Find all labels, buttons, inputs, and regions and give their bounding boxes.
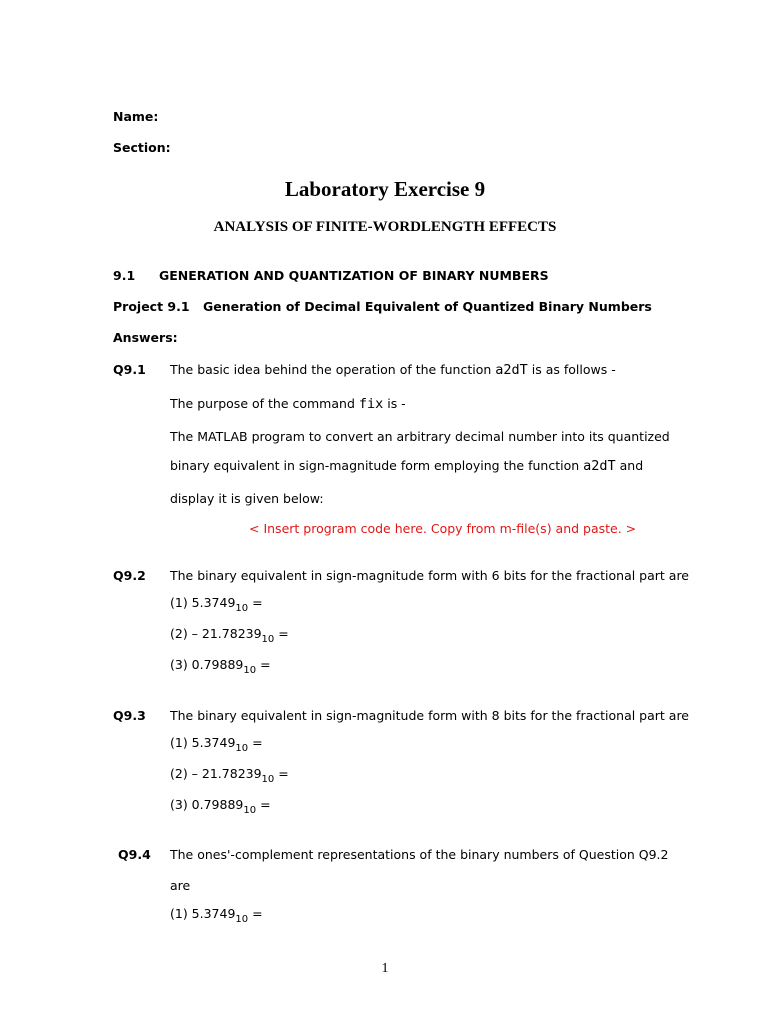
q91-line1-text: The basic idea behind the operation of the function — [170, 362, 496, 377]
q92-item-3 — [170, 657, 271, 676]
section-number: 9.1 — [113, 268, 136, 283]
q94-text: The ones'-complement representations of the binary numbers of Question Q9.2 — [170, 847, 669, 862]
item-base: 10 — [261, 774, 275, 785]
q92-item-1 — [170, 595, 263, 614]
page-subtitle: ANALYSIS OF FINITE-WORDLENGTH EFFECTS — [213, 219, 557, 235]
q91-line3: The MATLAB program to convert an arbitrary decimal number into its quantized — [170, 429, 670, 444]
q92-item-2 — [170, 626, 289, 645]
q91-line2-text: The purpose of the command — [170, 396, 359, 411]
q91-line4-text-end: and — [615, 458, 644, 473]
item-base: 10 — [235, 603, 249, 614]
item-base: 10 — [235, 914, 249, 925]
page-number: 1 — [381, 961, 389, 976]
q91-line2-text-end: is - — [383, 396, 406, 411]
item-equals: = — [256, 797, 271, 812]
name-label: Name: — [113, 109, 159, 124]
item-value: (1) 5.3749 — [170, 735, 236, 750]
q94-label: Q9.4 — [118, 847, 151, 862]
page-title: Laboratory Exercise 9 — [284, 177, 486, 201]
q91-line2 — [170, 396, 406, 412]
item-equals: = — [248, 595, 263, 610]
item-value: (3) 0.79889 — [170, 797, 244, 812]
section-label: Section: — [113, 140, 171, 155]
section-heading: GENERATION AND QUANTIZATION OF BINARY NUMBERS — [159, 268, 549, 283]
item-equals: = — [274, 626, 289, 641]
q93-item-2 — [170, 766, 289, 785]
q94-text-continued: are — [170, 878, 191, 893]
item-value: (3) 0.79889 — [170, 657, 244, 672]
q92-text: The binary equivalent in sign-magnitude form with 6 bits for the fractional part are — [170, 568, 689, 583]
q93-text: The binary equivalent in sign-magnitude form with 8 bits for the fractional part are — [170, 708, 689, 723]
q91-line1-text-end: is as follows - — [527, 362, 616, 377]
item-equals: = — [274, 766, 289, 781]
item-value: (1) 5.3749 — [170, 906, 236, 921]
q93-item-1 — [170, 735, 263, 754]
project-label: Project 9.1 — [113, 299, 190, 314]
item-equals: = — [248, 735, 263, 750]
item-base: 10 — [243, 805, 257, 816]
q91-label: Q9.1 — [113, 362, 146, 377]
q91-line4 — [170, 458, 643, 474]
insert-code-placeholder: < Insert program code here. Copy from m-file(s) and paste. > — [249, 521, 637, 536]
item-value: (2) – 21.78239 — [170, 626, 262, 641]
function-name-code: a2dT — [495, 362, 528, 378]
q91-line5: display it is given below: — [170, 491, 324, 506]
function-name-code: a2dT — [583, 458, 616, 474]
command-name-code: fix — [358, 396, 384, 412]
item-base: 10 — [235, 743, 249, 754]
q93-label: Q9.3 — [113, 708, 146, 723]
q91-line1 — [170, 362, 616, 378]
item-equals: = — [256, 657, 271, 672]
item-equals: = — [248, 906, 263, 921]
answers-label: Answers: — [113, 330, 178, 345]
project-heading: Generation of Decimal Equivalent of Quantized Binary Numbers — [203, 299, 652, 314]
q93-item-3 — [170, 797, 271, 816]
item-value: (1) 5.3749 — [170, 595, 236, 610]
item-base: 10 — [261, 634, 275, 645]
q91-line4-text: binary equivalent in sign-magnitude form employing the function — [170, 458, 584, 473]
q94-item-1 — [170, 906, 263, 925]
q92-label: Q9.2 — [113, 568, 146, 583]
item-value: (2) – 21.78239 — [170, 766, 262, 781]
item-base: 10 — [243, 665, 257, 676]
